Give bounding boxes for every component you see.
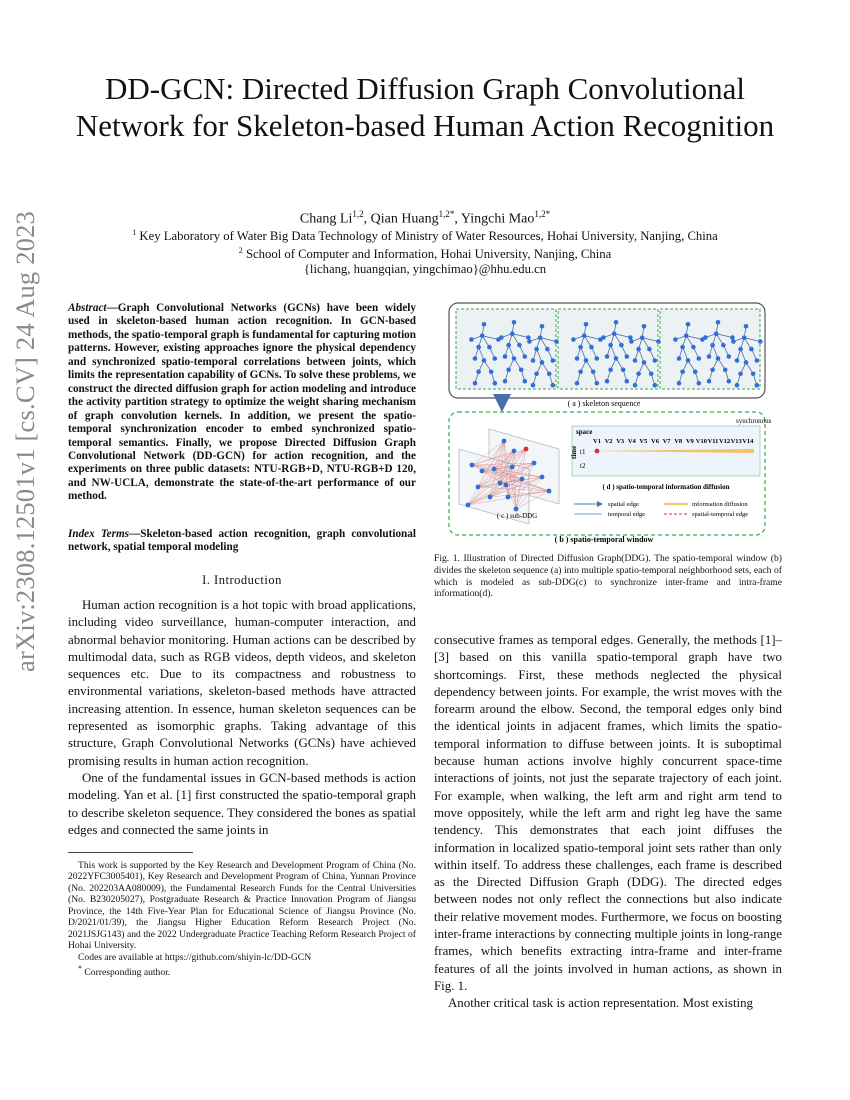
skeleton-joint — [744, 324, 749, 329]
skeleton-joint — [758, 339, 763, 344]
diffusion-node-label: V5 — [639, 438, 648, 445]
sub-ddg-node — [480, 469, 485, 474]
author-affiliation-sup: 1,2 — [352, 209, 364, 219]
skeleton-joint — [642, 360, 647, 365]
time-axis-label: time — [570, 445, 578, 459]
sub-ddg-node — [488, 495, 493, 500]
skeleton-joint — [625, 354, 630, 359]
skeleton-joint — [476, 345, 481, 350]
sub-ddg-node — [498, 481, 503, 486]
skeleton-joint — [703, 335, 708, 340]
skeleton-joint — [480, 333, 485, 338]
skeleton-joint — [621, 368, 626, 373]
legend-spatial-temporal-edge: spatial-temporal edge — [692, 511, 749, 518]
skeleton-joint — [527, 339, 532, 344]
sub-ddg-node — [492, 467, 497, 472]
skeleton-joint — [531, 383, 536, 388]
author-emails: {lichang, huangqian, yingchimao}@hhu.edu.cn — [303, 262, 547, 276]
skeleton-joint — [469, 337, 474, 342]
sub-ddg-node — [470, 463, 475, 468]
affiliation-sup: 1 — [132, 228, 137, 237]
index-terms-label: Index Terms — [68, 528, 130, 540]
skeleton-joint — [707, 379, 712, 384]
skeleton-joint — [727, 379, 732, 384]
author-name: Yingchi Mao — [460, 211, 535, 227]
skeleton-joint — [512, 320, 517, 325]
skeleton-joint — [551, 358, 556, 363]
skeleton-joint — [473, 356, 478, 361]
skeleton-joint — [673, 337, 678, 342]
skeleton-joint — [677, 356, 682, 361]
sub-ddg-node — [512, 449, 517, 454]
sub-ddg-node — [506, 495, 511, 500]
skeleton-joint — [538, 335, 543, 340]
skeleton-joint — [649, 372, 654, 377]
skeleton-joint — [636, 347, 641, 352]
skeleton-joint — [605, 354, 610, 359]
skeleton-joint — [605, 379, 610, 384]
skeleton-joint — [476, 370, 481, 375]
skeleton-joint — [731, 339, 736, 344]
synchronous-label: synchronous — [736, 417, 772, 425]
sub-ddg-node — [466, 503, 471, 508]
skeleton-joint — [693, 370, 698, 375]
skeleton-joint — [727, 354, 732, 359]
sub-ddg-node — [504, 483, 509, 488]
diffusion-node-label: V1 — [593, 438, 601, 445]
t2-label: t2 — [580, 462, 586, 470]
skeleton-joint — [653, 383, 658, 388]
skeleton-joint — [686, 322, 691, 327]
skeleton-joint — [589, 345, 594, 350]
skeleton-joint — [608, 343, 613, 348]
skeleton-joint — [506, 343, 511, 348]
sub-ddg-node — [510, 465, 515, 470]
skeleton-joint — [512, 356, 517, 361]
diffusion-node-label: V4 — [627, 438, 636, 445]
skeleton-joint — [735, 383, 740, 388]
skeleton-joint — [735, 358, 740, 363]
skeleton-joint — [716, 356, 721, 361]
diffusion-node-label: V11 — [707, 438, 719, 445]
skeleton-joint — [680, 345, 685, 350]
skeleton-joint — [545, 347, 550, 352]
skeleton-joint — [540, 360, 545, 365]
skeleton-joint — [714, 331, 719, 336]
skeleton-joint — [534, 372, 539, 377]
t1-label: t1 — [580, 448, 586, 456]
sub-ddg-node — [540, 475, 545, 480]
diffusion-node-label: V3 — [616, 438, 625, 445]
figure-label-a: ( a ) skeleton sequence — [567, 399, 641, 408]
affiliation-text: Key Laboratory of Water Big Data Technology of Ministry of Water Resources, Hohai University, Nanjing, China — [139, 229, 718, 244]
diffusion-node-label: V13 — [730, 438, 742, 445]
diffusion-source-node — [595, 449, 600, 454]
affiliation-sup: 2 — [238, 246, 243, 255]
author-affiliation-sup: 1,2* — [438, 209, 455, 219]
abstract — [68, 302, 416, 504]
index-terms-text: —Skeleton-based action recognition, graph convolutional network, spatial temporal modeling — [68, 528, 416, 554]
section-heading: I. Introduction — [202, 573, 282, 587]
skeleton-joint — [716, 320, 721, 325]
skeleton-joint — [551, 383, 556, 388]
space-axis-label: space — [576, 428, 593, 436]
skeleton-joint — [595, 381, 600, 386]
skeleton-joint — [721, 343, 726, 348]
skeleton-joint — [591, 370, 596, 375]
skeleton-joint — [684, 333, 689, 338]
skeleton-joint — [653, 358, 658, 363]
skeleton-joint — [629, 339, 634, 344]
skeleton-joint — [608, 368, 613, 373]
skeleton-joint — [640, 335, 645, 340]
skeleton-joint — [710, 343, 715, 348]
skeleton-joint — [571, 337, 576, 342]
diffusion-node-label: V8 — [674, 438, 683, 445]
author-name: Chang Li — [299, 211, 353, 227]
skeleton-joint — [506, 368, 511, 373]
skeleton-joint — [707, 354, 712, 359]
figure-label-c: ( c ) sub-DDG — [497, 512, 538, 520]
skeleton-joint — [738, 372, 743, 377]
footnote-funding: This work is supported by the Key Research and Development Program of China (No. 2022YFC3005401), Key Research and Development Program of China, Yunnan Province (No. 202203AA080009), the Fundamental Research Funds for the Central Universities (No. B230205027), Postgraduate Research & Practice Innovation Program of Jiangsu Province, the 14th Five-Year Plan for Educational Science of Jiangsu Province (No. D/2021/01/39), the Jiangsu Higher Education Reform Research Project (No. 2021JSJG143) and the 2022 Undergraduate Practice Teaching Reform Research Project of Hohai University. — [68, 860, 416, 952]
skeleton-joint — [755, 358, 760, 363]
affiliation — [70, 225, 780, 244]
arxiv-identifier-stamp: arXiv:2308.12501v1 [cs.CV] 24 Aug 2023 — [10, 210, 40, 672]
figure-label-b: ( b ) spatio-temporal window — [554, 535, 654, 544]
skeleton-joint — [540, 324, 545, 329]
skeleton-joint — [614, 356, 619, 361]
figure-1-diagram — [434, 299, 774, 547]
skeleton-joint — [519, 368, 524, 373]
sub-ddg-node — [502, 439, 507, 444]
abstract-label: Abstract — [68, 302, 107, 314]
skeleton-joint — [582, 333, 587, 338]
skeleton-joint — [612, 331, 617, 336]
skeleton-joint — [584, 322, 589, 327]
diffusion-node-label: V10 — [695, 438, 708, 445]
skeleton-joint — [751, 372, 756, 377]
body-paragraph: consecutive frames as temporal edges. Generally, the methods [1]–[3] based on this vanilla spatio-temporal graph have two shortcomings. First, these methods neglected the physical dependency between joints. For example, the wrist moves with the forearm around the elbow. Second, the temporal edges only bind the identical joints in adjacent frames, which limits the spatio-temporal information to diffuse between joints. It is suboptimal because human actions involve highly concurrent space-time interactions of joints, not just the separate trajectory of each joint. For example, when walking, the left arm and right arm tend to move oppositely, while the left arm and right leg have the same tendency. This demonstrates that each joint diffuses the information in localized spatio-temporal joint sets rather than only within itself. To address these challenges, each frame is described as the Directed Diffusion Graph (DDG). The directed edges between nodes not only reflect the connections but also indicate their relative movement modes. Furthermore, we focus on boosting inter-frame interactions by connecting multiple joints in long-range frames, which benefits extracting intra-frame and inter-frame features of all the joints involved in human actions, as shown in Fig. 1. — [434, 633, 782, 993]
figure-label-d: ( d ) spatio-temporal information diffusion — [602, 483, 730, 491]
skeleton-joint — [686, 358, 691, 363]
skeleton-joint — [575, 356, 580, 361]
diffusion-node-label: V12 — [718, 438, 731, 445]
figure-caption: Fig. 1. Illustration of Directed Diffusion Graph(DDG). The spatio-temporal window (b) divides the skeleton sequence (a) into multiple spatio-temporal neighborhood sets, each of which is modeled as sub-DDG(c) to synchronize inter-frame and intra-frame information(d). — [434, 553, 782, 600]
skeleton-joint — [677, 381, 682, 386]
legend-spatial-edge: spatial edge — [608, 501, 639, 508]
skeleton-joint — [633, 383, 638, 388]
skeleton-joint — [710, 368, 715, 373]
skeleton-joint — [636, 372, 641, 377]
skeleton-joint — [742, 335, 747, 340]
abstract-text: —Graph Convolutional Networks (GCNs) have been widely used in skeleton-based human action recognition. In GCN-based methods, the spatio-temporal graph is fundamental for capturing motion patterns. However, existing approaches ignore the physical dependency and synchronized spatio-temporal correlations between joints, which limits the representation capability of GCNs. To solve these problems, we construct the directed diffusion graph for action modeling and introduce the activity partition strategy to optimize the weight sharing mechanism of graph convolution kernels. In addition, we present the spatio-temporal synchronization encoder to embed synchronized spatio-temporal semantics. Finally, we propose Directed Diffusion Graph Convolutional Network (DD-GCN) for action recognition, and the experiments on three public datasets: NTU-RGB+D, NTU-RGB+D 120, and NW-UCLA, demonstrate the state-of-the-art performance of our method. — [68, 302, 416, 503]
diffusion-node-label: V7 — [662, 438, 671, 445]
skeleton-joint — [738, 347, 743, 352]
diffusion-node-label: V14 — [742, 438, 754, 445]
legend-information-diffusion: information diffusion — [692, 501, 748, 508]
skeleton-joint — [523, 354, 528, 359]
affiliation-text: School of Computer and Information, Hohai University, Nanjing, China — [245, 247, 612, 262]
skeleton-joint — [517, 343, 522, 348]
skeleton-joint — [523, 379, 528, 384]
skeleton-joint — [531, 358, 536, 363]
skeleton-joint — [595, 356, 600, 361]
author-list: Chang Li$^{1,2}$, Qian Huang$^{1,2*}$, Yingchi Mao$^{1,2*}$ — [299, 209, 551, 227]
skeleton-joint — [697, 381, 702, 386]
skeleton-joint — [744, 360, 749, 365]
skeleton-joint — [547, 372, 552, 377]
skeleton-joint — [489, 370, 494, 375]
diffusion-node-label: V9 — [685, 438, 694, 445]
sub-ddg-node — [520, 477, 525, 482]
diffusion-node-label: V2 — [604, 438, 613, 445]
skeleton-joint — [730, 335, 735, 340]
sub-ddg-node — [532, 461, 537, 466]
skeleton-joint — [697, 356, 702, 361]
affiliation — [70, 243, 780, 262]
diffusion-node-label: V6 — [651, 438, 659, 445]
sub-ddg-node — [524, 447, 529, 452]
legend-temporal-edge: temporal edge — [608, 511, 645, 518]
skeleton-joint — [691, 345, 696, 350]
footnote-divider — [68, 852, 193, 853]
skeleton-joint — [647, 347, 652, 352]
skeleton-joint — [578, 345, 583, 350]
skeleton-joint — [510, 331, 515, 336]
author-name: Qian Huang — [370, 211, 439, 227]
skeleton-joint — [628, 335, 633, 340]
sub-ddg-node — [547, 489, 552, 494]
skeleton-joint — [526, 335, 531, 340]
skeleton-joint — [503, 354, 508, 359]
skeleton-joint — [619, 343, 624, 348]
skeleton-joint — [601, 335, 606, 340]
skeleton-joint — [473, 381, 478, 386]
footnotes — [68, 860, 416, 979]
sub-ddg-node — [514, 507, 519, 512]
skeleton-joint — [493, 381, 498, 386]
footnote-code — [68, 952, 416, 963]
paper-title: DD-GCN: Directed Diffusion Graph Convolutional Network for Skeleton-based Human Action Recognition — [75, 71, 775, 143]
skeleton-joint — [578, 370, 583, 375]
skeleton-joint — [614, 320, 619, 325]
figure-legend — [574, 501, 748, 518]
body-paragraph: One of the fundamental issues in GCN-based methods is action modeling. Yan et al. [1] first constructed the spatio-temporal graph to describe skeleton sequence. They considered the bones as spatial edges and connected the same joints in — [68, 770, 416, 837]
skeleton-joint — [642, 324, 647, 329]
skeleton-joint — [680, 370, 685, 375]
skeleton-joint — [656, 339, 661, 344]
author-affiliation-sup: 1,2* — [534, 209, 551, 219]
body-paragraph: Human action recognition is a hot topic with broad applications, including video surveillance, human-computer interaction, and abnormal behavior monitoring. Human actions can be described by multimodal data, such as RGB videos, depth videos, and skeleton sequences etc. Due to its compactness and robustness to environmental variations, skeleton-based methods have attracted increasing attention. In essence, human skeleton sequences can be represented as isomorphic graphs. Taking advantage of this structure, Graph Convolutional Networks (GCNs) have achieved promising results in human action recognition. — [68, 598, 416, 768]
skeleton-joint — [625, 379, 630, 384]
left-column-body — [68, 597, 416, 839]
skeleton-joint — [493, 356, 498, 361]
code-link[interactable]: Codes are available at https://github.com/shiyin-lc/DD-GCN — [78, 951, 312, 963]
skeleton-joint — [755, 383, 760, 388]
skeleton-joint — [554, 339, 559, 344]
skeleton-joint — [487, 345, 492, 350]
skeleton-joint — [723, 368, 728, 373]
skeleton-joint — [482, 358, 487, 363]
skeleton-joint — [499, 335, 504, 340]
skeleton-joint — [503, 379, 508, 384]
sub-ddg-node — [476, 485, 481, 490]
sub-ddg-graph — [459, 429, 559, 524]
skeleton-joint — [575, 381, 580, 386]
right-column-body — [434, 632, 782, 1013]
index-terms — [68, 528, 416, 555]
skeleton-joint — [584, 358, 589, 363]
skeleton-joint — [534, 347, 539, 352]
skeleton-joint — [749, 347, 754, 352]
body-paragraph: Another critical task is action representation. Most existing — [448, 996, 754, 1011]
skeleton-joint — [482, 322, 487, 327]
skeleton-joint — [633, 358, 638, 363]
footnote-corresponding: * Corresponding author. — [78, 964, 171, 979]
